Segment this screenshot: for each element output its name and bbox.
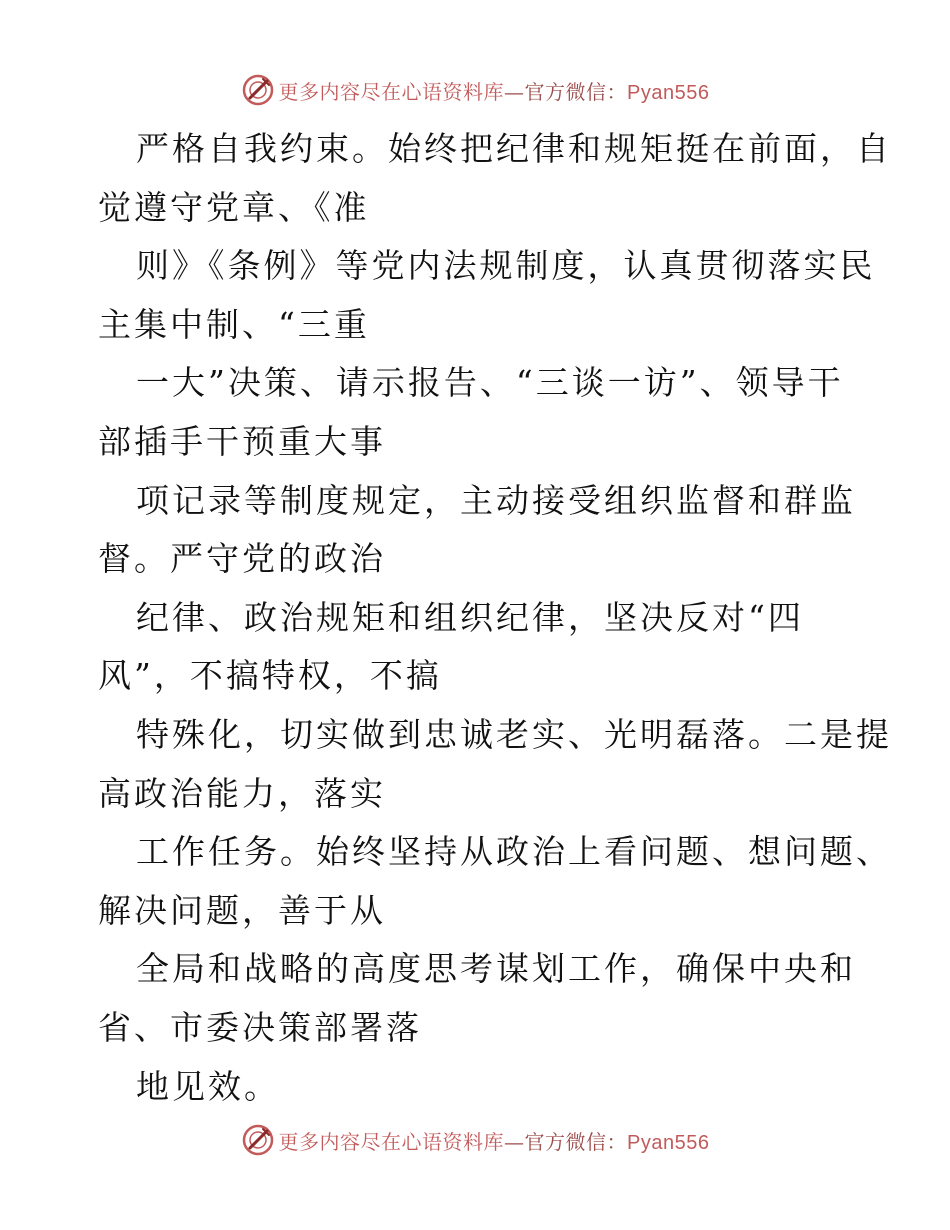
- header-banner: [0, 70, 950, 110]
- footer-banner-text: [279, 1126, 710, 1155]
- footer-banner: [0, 1120, 950, 1160]
- text-line: 全局和战略的高度思考谋划工作，确保中央和: [136, 949, 856, 989]
- seal-logo-icon: [241, 73, 275, 107]
- text-line: 高政治能力，落实: [98, 773, 386, 813]
- document-body: [98, 120, 892, 1116]
- text-line: 纪律、政治规矩和组织纪律，坚决反对“四: [136, 597, 804, 637]
- header-banner-dash: —官方微信：: [504, 79, 628, 104]
- footer-banner-main: 更多内容尽在心语资料库: [278, 1129, 505, 1154]
- text-line: 工作任务。始终坚持从政治上看问题、想问题、: [136, 832, 892, 872]
- footer-banner-dash: —官方微信：: [504, 1129, 628, 1154]
- text-line: 省、市委决策部署落: [98, 1007, 422, 1047]
- header-banner-brand: Pyan556: [627, 81, 710, 104]
- text-line: 一大”决策、请示报告、“三谈一访”、领导干: [136, 363, 844, 403]
- header-banner-main: 更多内容尽在心语资料库: [278, 79, 505, 104]
- text-line: 风”，不搞特权，不搞: [98, 656, 442, 696]
- header-banner-text: [279, 76, 710, 105]
- footer-banner-brand: Pyan556: [627, 1131, 710, 1154]
- text-line: 项记录等制度规定，主动接受组织监督和群监: [136, 480, 856, 520]
- seal-logo-icon: [241, 1123, 275, 1157]
- text-line: 严格自我约束。始终把纪律和规矩挺在前面，自: [136, 129, 892, 168]
- text-line: 督。严守党的政治: [98, 539, 386, 579]
- text-line: 主集中制、“三重: [98, 304, 370, 344]
- text-line: 觉遵守党章、《准: [98, 187, 370, 227]
- text-line: 部插手干预重大事: [98, 421, 386, 461]
- text-line: 地见效。: [136, 1066, 280, 1106]
- text-line: 特殊化，切实做到忠诚老实、光明磊落。二是提: [136, 714, 892, 754]
- text-line: 则》《条例》等党内法规制度，认真贯彻落实民: [136, 246, 876, 286]
- text-line: 解决问题，善于从: [98, 890, 386, 930]
